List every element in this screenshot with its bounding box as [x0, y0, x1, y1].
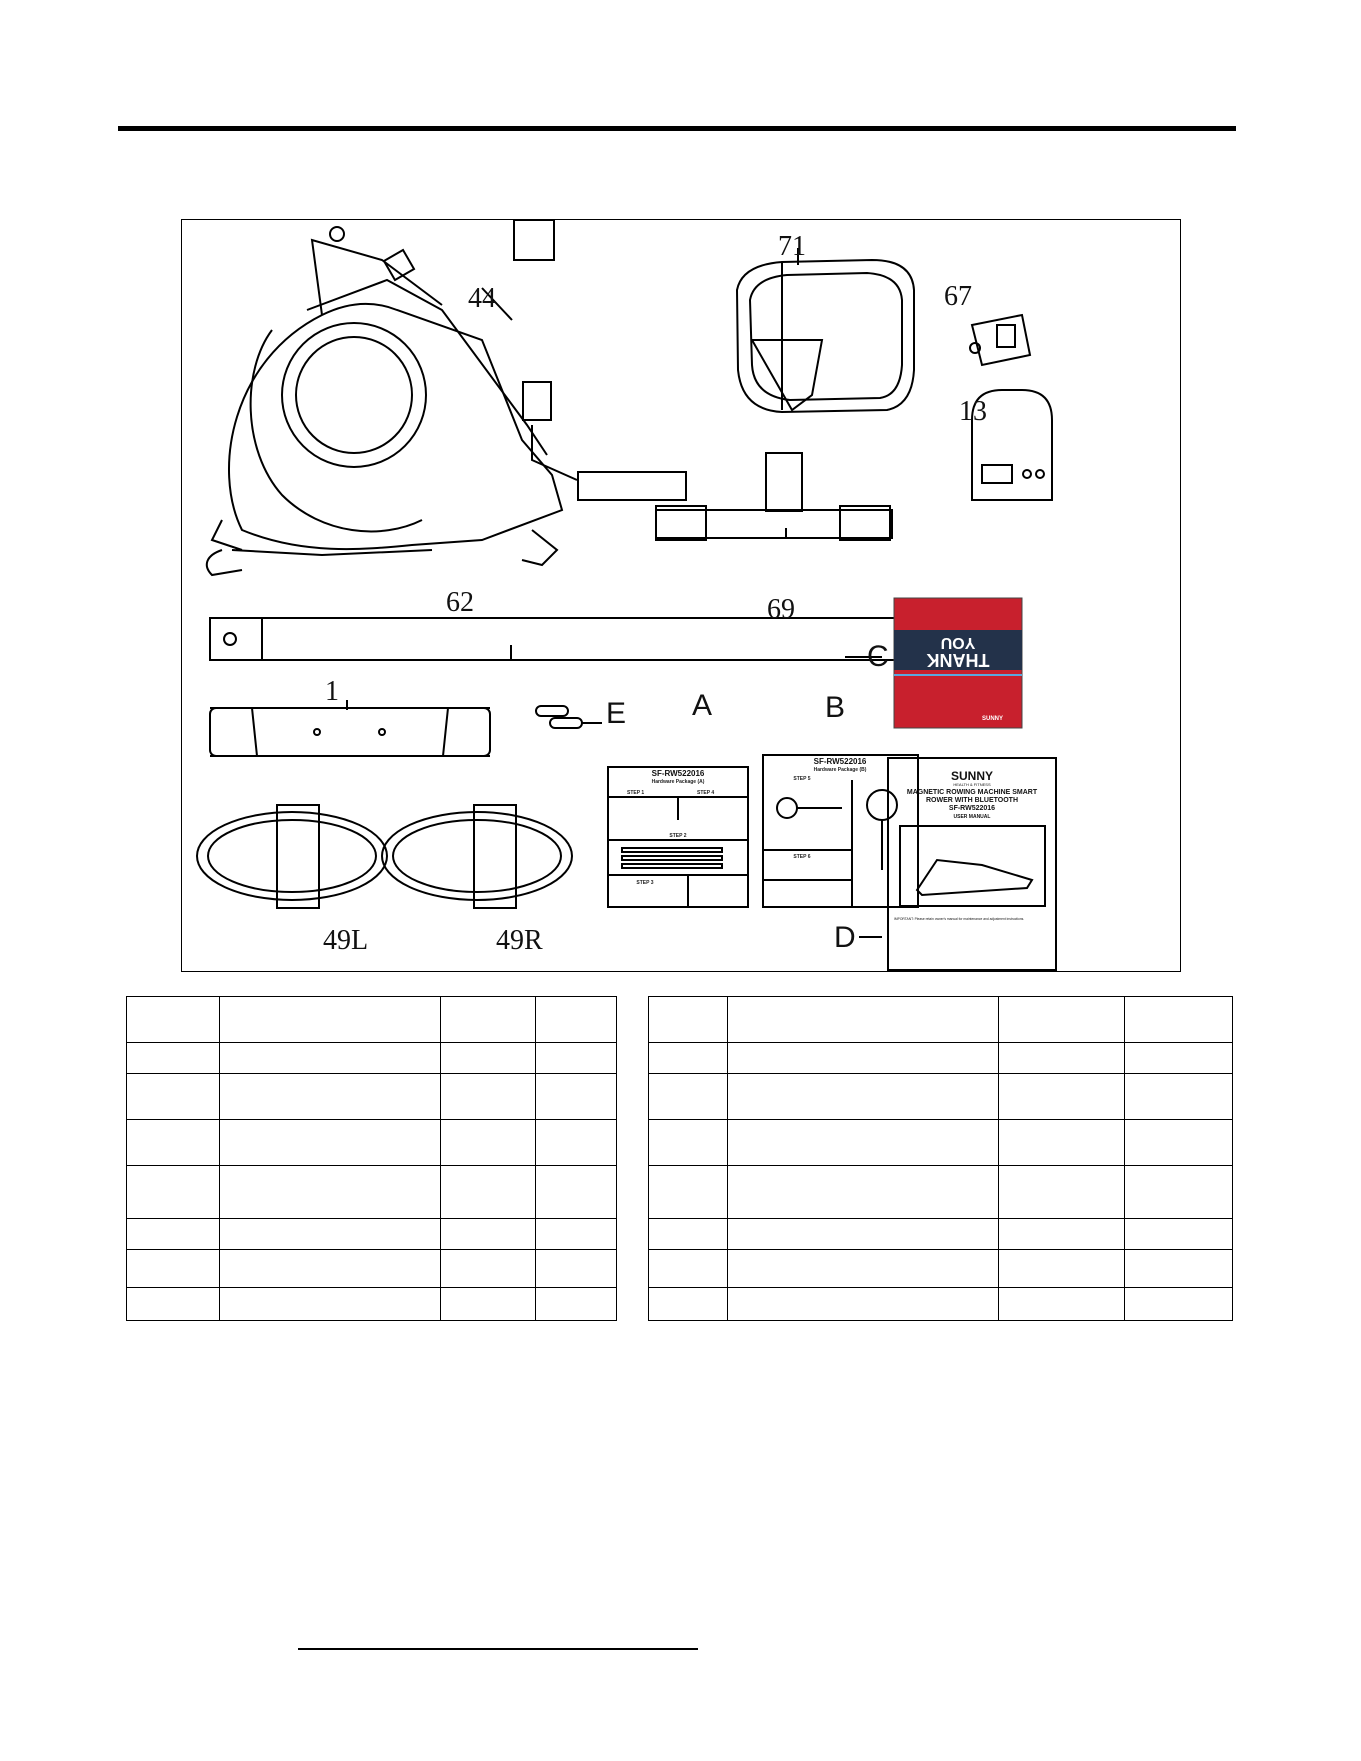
manual-tagline: HEALTH & FITNESS — [953, 782, 991, 787]
booklet-thank-text: THANK — [926, 650, 990, 670]
manual-title-line1: MAGNETIC ROWING MACHINE SMART — [906, 789, 1038, 796]
package-a-subtitle: Hardware Package (A) — [651, 779, 705, 785]
label-49R: 49R — [496, 925, 543, 956]
package-b-subtitle: Hardware Package (B) — [813, 767, 867, 773]
package-b-model: SF-RW522016 — [813, 757, 867, 766]
manual-title-line2: ROWER WITH BLUETOOTH — [925, 797, 1019, 804]
bracket-part-67 — [970, 315, 1030, 365]
rail-part-62 — [210, 618, 968, 660]
label-B: B — [825, 691, 846, 724]
package-b-step5: STEP 5 — [793, 776, 811, 782]
package-a-model: SF-RW522016 — [651, 769, 705, 778]
parts-table-left — [126, 996, 617, 1321]
manual-notice: IMPORTANT: Please retain owner's manual for maintenance and adjustment instructions. — [894, 917, 1025, 921]
label-69: 69 — [767, 594, 795, 625]
parts-table-right — [648, 996, 1233, 1321]
stabilizer-part-1 — [210, 708, 490, 756]
package-a-step3: STEP 3 — [636, 880, 654, 886]
manual-brand: SUNNY — [950, 769, 994, 783]
label-1: 1 — [325, 676, 339, 707]
header-rule — [118, 126, 1236, 131]
hardware-package-B — [763, 755, 918, 907]
label-C: C — [867, 640, 889, 673]
label-71: 71 — [778, 231, 806, 262]
manual-subtitle: USER MANUAL — [953, 814, 991, 820]
footer-rule — [298, 1648, 698, 1650]
label-13: 13 — [959, 396, 987, 427]
manual-model: SF-RW522016 — [948, 805, 996, 812]
label-E: E — [606, 697, 627, 730]
label-A: A — [692, 689, 713, 722]
label-49L: 49L — [323, 925, 369, 956]
package-a-step2: STEP 2 — [669, 833, 687, 839]
package-a-step4: STEP 4 — [697, 790, 715, 796]
rower-frame-part-44 — [207, 220, 686, 575]
label-62: 62 — [446, 587, 474, 618]
package-a-step1: STEP 1 — [627, 790, 645, 796]
pedal-left-part-49L — [197, 805, 387, 908]
seat-support-part-69 — [656, 453, 892, 540]
pins-part-E — [536, 706, 602, 728]
label-67: 67 — [944, 281, 972, 312]
label-D: D — [834, 921, 856, 954]
thank-you-booklet-C — [894, 598, 1022, 728]
booklet-brand-text: SUNNY — [982, 716, 1004, 722]
label-44: 44 — [468, 283, 496, 314]
package-b-step6: STEP 6 — [793, 854, 811, 860]
pedal-right-part-49R — [382, 805, 572, 908]
parts-diagram — [181, 219, 1181, 972]
seat-part-71 — [737, 260, 914, 412]
booklet-you-text: YOU — [940, 634, 976, 651]
